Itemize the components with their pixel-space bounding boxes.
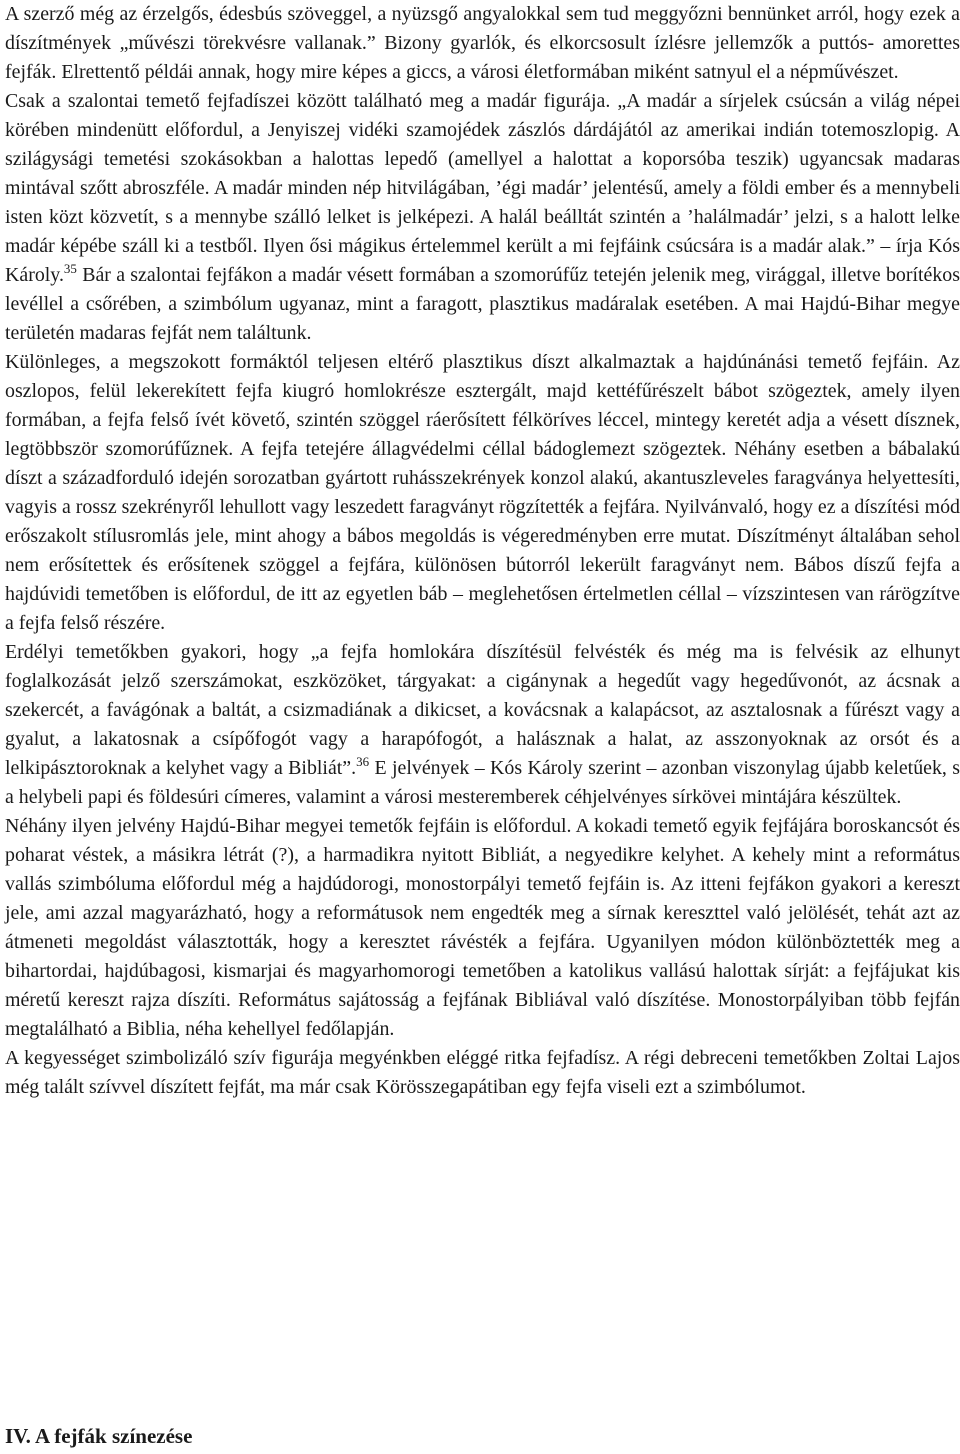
paragraph-text: Csak a szalontai temető fejfadíszei között található meg a madár figurája. „A madár a sírjelek csúcsán a világ népei körében mindenütt előfordul, a Jenyiszej vidéki szamojédek zászlós dárdájától az amerikai indián totemoszlopig. A szilágysági temetési szokásokban a halottas lepedő (amellyel a halottat a koporsóba teszik) ugyancsak madaras mintával szőtt abroszféle. A madár minden nép hitvilágában, ’égi madár’ jelentésű, amely a földi ember és a mennybeli isten közt közvetít, s a mennybe szálló lelket is jelképezi. A halál beálltát szintén a ’halálmadár’ jelzi, s a halott lelke madár képébe száll ki a testből. Ilyen ősi mágikus értelemmel került a mi fejfáink csúcsára is a madár alak.” – írja Kós Károly. <box>5 90 960 286</box>
paragraph-text: Bár a szalontai fejfákon a madár vésett formában a szomorúfűz tetején jelenik meg, virággal, illetve borítékos levéllel a csőrében, a szimbólum ugyanaz, mint a faragott, plasztikus madáralak esetében. A mai Hajdú-Bihar megye területén madaras fejfát nem találtunk. <box>5 264 960 344</box>
paragraph-4 <box>5 638 960 812</box>
paragraph-1 <box>5 0 960 87</box>
footnote-ref-35[interactable]: 35 <box>63 261 77 276</box>
footnote-ref-36[interactable]: 36 <box>356 754 370 769</box>
paragraph-text: A szerző még az érzelgős, édesbús szöveggel, a nyüzsgő angyalokkal sem tud meggyőzni bennünket arról, hogy ezek a díszítmények „művészi törekvésre vallanak.” Bizony gyarlók, és elkorcsosult ízlésre jellemzők a puttós- amorettes fejfák. Elrettentő példái annak, hogy mire képes a giccs, a városi életformában miként satnyul el a népművészet. <box>5 3 960 83</box>
paragraph-text: A kegyességet szimbolizáló szív figurája megyénkben eléggé ritka fejfadísz. A régi debreceni temetőkben Zoltai Lajos még talált szívvel díszített fejfát, ma már csak Körösszegapátiban egy fejfa viseli ezt a szimbólumot. <box>5 1047 960 1098</box>
document-body <box>5 0 960 1102</box>
paragraph-text: Erdélyi temetőkben gyakori, hogy „a fejfa homlokára díszítésül felvésték és még ma is felvésik az elhunyt foglalkozását jelző szerszámokat, eszközöket, tárgyakat: a cigánynak a hegedűt vagy hegedűvonót, az ácsnak a szekercét, a favágónak a baltát, a csizmadiának a dikicset, a kovácsnak a kalapácsot, az asztalosnak a fűrészt vagy a gyalut, a lakatosnak a csípőfogót vagy a harapófogót, a halásznak a halat, az asszonyoknak az orsót és a lelkipásztoroknak a kelyhet vagy a Bibliát”. <box>5 641 960 779</box>
paragraph-2 <box>5 87 960 348</box>
paragraph-text: Különleges, a megszokott formáktól teljesen eltérő plasztikus díszt alkalmaztak a hajdúnánási temető fejfáin. Az oszlopos, felül lekerekített fejfa kiugró homlokrésze esztergált, majd kettéfűrészelt bábot szögeztek, amely ilyen formában, a fejfa felső ívét követő, szintén szöggel ráerősített félköríves léccel, mintegy keretét adja a vésett dísznek, legtöbbször szomorúfűznek. A fejfa tetejére állagvédelmi céllal bádoglemezt szögeztek. Néhány esetben a bábalakú díszt a századforduló idején sorozatban gyártott ruhásszekrények konzol alakú, akantuszleveles faragványa helyettesíti, vagyis a rossz szekrényről lehullott vagy leszedett faragványt rögzítették a fejfára. Nyilvánvaló, hogy ez a díszítési mód erőszakolt stílusromlás jele, mint ahogy a bábos megoldás is végeredményben erre mutat. Díszítményt általában sehol nem erősítettek és erősítenek szöggel a fejfára, különösen bútorról lekerült faragványt nem. Bábos díszű fejfa a hajdúvidi temetőben is előfordul, de itt az egyetlen báb – meglehetősen értelmetlen céllal – vízszintesen van rárögzítve a fejfa felső részére. <box>5 351 960 634</box>
paragraph-3 <box>5 348 960 638</box>
paragraph-text: Néhány ilyen jelvény Hajdú-Bihar megyei temetők fejfáin is előfordul. A kokadi temető egyik fejfájára boroskancsót és poharat véstek, a másikra létrát (?), a harmadikra nyitott Bibliát, a negyedikre kelyhet. A kehely mint a református vallás szimbóluma előfordul még a hajdúdorogi, monostorpályi temető fejfáin is. Az itteni fejfákon gyakori a kereszt jele, ami azzal magyarázható, hogy a reformátusok nem engedték meg a sírnak kereszttel való jelölését, tehát azt az átmeneti megoldást választották, hogy a keresztet rávésték a fejfára. Ugyanilyen módon különböztették meg a bihartordai, hajdúbagosi, kismarjai és magyarhomorogi temetőben a katolikus vallású halottak sírját: a fejfájukat kis méretű kereszt rajza díszíti. Református sajátosság a fejfának Bibliával való díszítése. Monostorpályiban több fejfán megtalálható a Biblia, néha kehellyel fedőlapján. <box>5 815 960 1040</box>
paragraph-text: E jelvények – Kós Károly szerint – azonban viszonylag újabb keletűek, s a helybeli papi és földesúri címeres, valamint a városi mesteremberek céhjelvényes sírkövei mintájára készültek. <box>5 757 960 808</box>
section-heading: IV. A fejfák színezése <box>5 1424 193 1448</box>
paragraph-5 <box>5 812 960 1044</box>
paragraph-6 <box>5 1044 960 1102</box>
